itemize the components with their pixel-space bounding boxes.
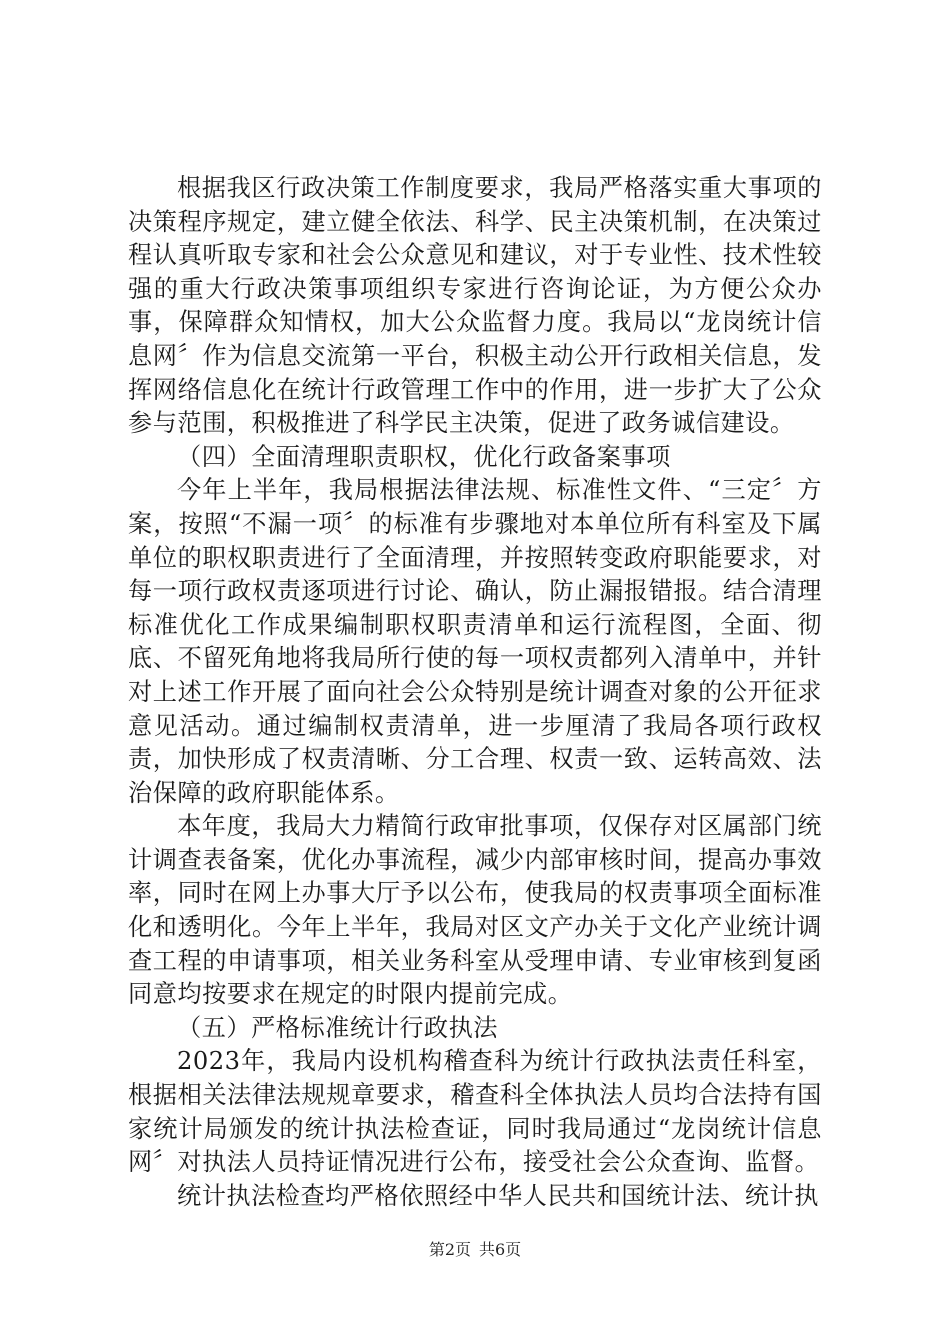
paragraph-decision-making: 根据我区行政决策工作制度要求，我局严格落实重大事项的决策程序规定，建立健全依法、科学、民主决策机制，在决策过程认真听取专家和社会公众意见和建议，对于专业性、技术性较强的重大行政决策事项组织专家进行咨询论证，为方便公众办事，保障群众知情权，加大公众监督力度。我局以“龙岗统计信息网〞作为信息交流第一平台，积极主动公开行政相关信息，发挥网络信息化在统计行政管理工作中的作用，进一步扩大了公众参与范围，积极推进了科学民主决策，促进了政务诚信建设。 (128, 174, 822, 438)
page-number: 第2页 (428, 1240, 471, 1259)
paragraph-law-enforcement: 2023年，我局内设机构稽查科为统计行政执法责任科室，根据相关法律法规规章要求，稽查科全体执法人员均合法持有国家统计局颁发的统计执法检查证，同时我局通过“龙岗统计信息网〞对执法人员持证情况进行公布，接受社会公众查询、监督。 (128, 1047, 822, 1177)
page-total: 共6页 (479, 1240, 522, 1259)
document-body (128, 172, 822, 1213)
paragraph-enforcement-inspection: 统计执法检查均严格依照经中华人民共和国统计法、统计执 (177, 1181, 819, 1210)
page-footer (0, 1240, 950, 1260)
paragraph-approval-simplification: 本年度，我局大力精简行政审批事项，仅保存对区属部门统计调查表备案，优化办事流程，减少内部审核时间，提高办事效率，同时在网上办事大厅予以公布，使我局的权责事项全面标准化和透明化。今年上半年，我局对区文产办关于文化产业统计调查工程的申请事项，相关业务科室从受理申请、专业审核到复函同意均按要求在规定的时限内提前完成。 (128, 812, 822, 1009)
section-heading-4: （四）全面清理职责职权，优化行政备案事项 (177, 442, 671, 471)
paragraph-responsibility-review: 今年上半年，我局根据法律法规、标准性文件、“三定〞方案，按照“不漏一项〞的标准有步骤地对本单位所有科室及下属单位的职权职责进行了全面清理，并按照转变政府职能要求，对每一项行政权责逐项进行讨论、确认，防止漏报错报。结合清理标准优化工作成果编制职权职责清单和运行流程图，全面、彻底、不留死角地将我局所行使的每一项权责都列入清单中，并针对上述工作开展了面向社会公众特别是统计调查对象的公开征求意见活动。通过编制权责清单，进一步厘清了我局各项行政权责，加快形成了权责清晰、分工合理、权责一致、运转高效、法治保障的政府职能体系。 (128, 476, 822, 807)
section-heading-5: （五）严格标准统计行政执法 (177, 1013, 498, 1042)
